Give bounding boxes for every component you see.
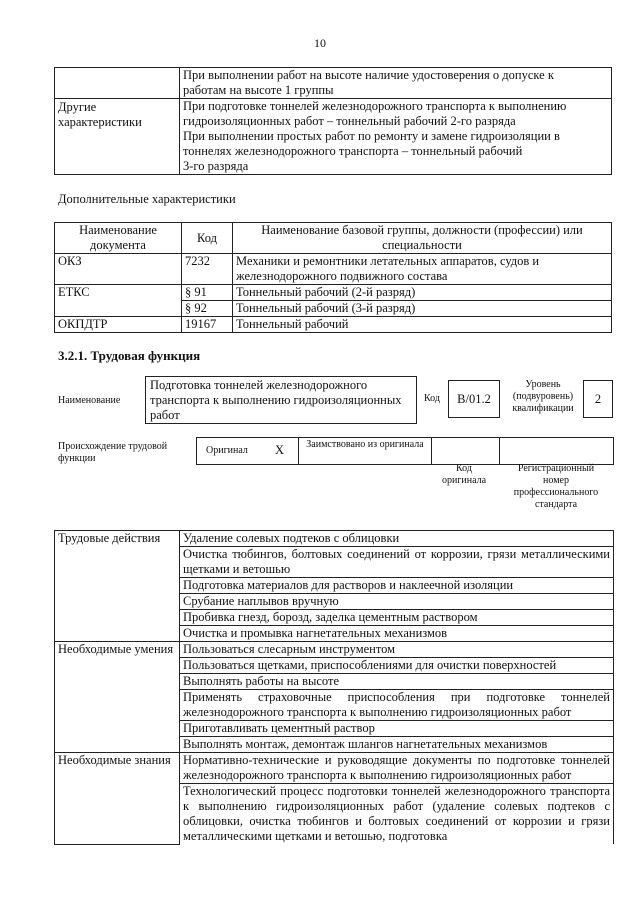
cell-code: § 91 [182, 285, 233, 301]
list-item: Выполнять работы на высоте [180, 674, 614, 690]
function-name: Подготовка тоннелей железнодорожного транспорта к выполнению гидроизоляционных работ [145, 376, 417, 424]
group-label: Необходимые умения [55, 642, 180, 753]
list-item: Нормативно-технические и руководящие документы по подготовке тоннелей железнодорожного транспорта к выполнению гидроизоляционных работ [180, 753, 614, 784]
cell-doc: ОКПДТР [55, 317, 182, 333]
cell-code: 19167 [182, 317, 233, 333]
level-value: 2 [583, 380, 613, 418]
table-row [55, 68, 612, 99]
col-header-document: Наименование документа [55, 223, 182, 254]
cell-name: Тоннельный рабочий (3-й разряд) [233, 301, 612, 317]
cell-doc: ОКЗ [55, 254, 182, 285]
cell-code: 7232 [182, 254, 233, 285]
code-caption: Код оригинала [441, 463, 487, 486]
cell-doc: ЕТКС [55, 285, 182, 317]
row-label: Другие характеристики [55, 99, 180, 175]
list-item: Подготовка материалов для растворов и наклеечной изоляции [180, 578, 614, 594]
table-row [55, 285, 612, 301]
table-row [55, 254, 612, 285]
original-label: Оригинал [206, 445, 248, 456]
table-header-row [55, 223, 612, 254]
function-code: В/01.2 [448, 380, 500, 418]
list-item: Применять страховочные приспособления при подготовке тоннелей железнодорожного транспорта к выполнению гидроизоляционных работ [180, 690, 614, 721]
list-item: Пользоваться слесарным инструментом [180, 642, 614, 658]
cell-name: Тоннельный рабочий [233, 317, 612, 333]
table-row [55, 753, 614, 784]
list-item: Пробивка гнезд, борозд, заделка цементным раствором [180, 610, 614, 626]
table-row [55, 99, 612, 175]
table-row [55, 642, 614, 658]
row-content: При подготовке тоннелей железнодорожного транспорта к выполнению гидроизоляционных работ – тоннельный рабочий 2-го разряда При выполнении простых работ по ремонту и замене гидроизоляции в тоннелях железнодорожного транспорта – тоннельный рабочий 3-го разряда [180, 99, 612, 175]
origin-box [196, 437, 614, 465]
list-item: Срубание наплывов вручную [180, 594, 614, 610]
table-row [55, 317, 612, 333]
list-item: Технологический процесс подготовки тоннелей железнодорожного транспорта к выполнению гидроизоляционных работ (удаление солевых подтеков с облицовки, очистка тюбингов и болтовых соединений от коррозии и грязи металлическими щетками и ветошью, подготовка [180, 784, 614, 845]
list-item: Удаление солевых подтеков с облицовки [180, 531, 614, 547]
reg-caption: Регистрационный номер профессионального стандарта [513, 463, 599, 510]
top-characteristics-table [54, 67, 612, 175]
extra-title: Дополнительные характеристики [58, 192, 236, 206]
list-item: Приготавливать цементный раствор [180, 721, 614, 737]
extra-characteristics-table [54, 222, 612, 333]
code-label: Код [424, 393, 440, 404]
col-header-code: Код [182, 223, 233, 254]
name-label: Наименование [58, 395, 121, 406]
labor-function-table [54, 530, 614, 845]
page-number: 10 [314, 36, 326, 50]
row-content: При выполнении работ на высоте наличие удостоверения о допуске к работам на высоте 1 группы [180, 68, 612, 99]
table-row [55, 531, 614, 547]
group-label: Необходимые знания [55, 753, 180, 845]
cell-name: Тоннельный рабочий (2-й разряд) [233, 285, 612, 301]
original-mark: X [275, 443, 285, 457]
divider [431, 438, 432, 464]
group-label: Трудовые действия [55, 531, 180, 642]
origin-label: Происхождение трудовой функции [58, 441, 168, 464]
cell-code: § 92 [182, 301, 233, 317]
section-title: 3.2.1. Трудовая функция [58, 348, 201, 363]
col-header-name: Наименование базовой группы, должности (профессии) или специальности [233, 223, 612, 254]
borrowed-label: Заимствовано из оригинала [306, 439, 424, 450]
list-item: Очистка и промывка нагнетательных механизмов [180, 626, 614, 642]
divider [298, 438, 299, 464]
list-item: Выполнять монтаж, демонтаж шлангов нагнетательных механизмов [180, 737, 614, 753]
divider [499, 438, 500, 464]
list-item: Очистка тюбингов, болтовых соединений от коррозии, грязи металлическими щетками и ветошью [180, 547, 614, 578]
list-item: Пользоваться щетками, приспособлениями для очистки поверхностей [180, 658, 614, 674]
row-label [55, 68, 180, 99]
cell-name: Механики и ремонтники летательных аппаратов, судов и железнодорожного подвижного состава [233, 254, 612, 285]
level-label: Уровень (подвуровень) квалификации [512, 379, 574, 414]
